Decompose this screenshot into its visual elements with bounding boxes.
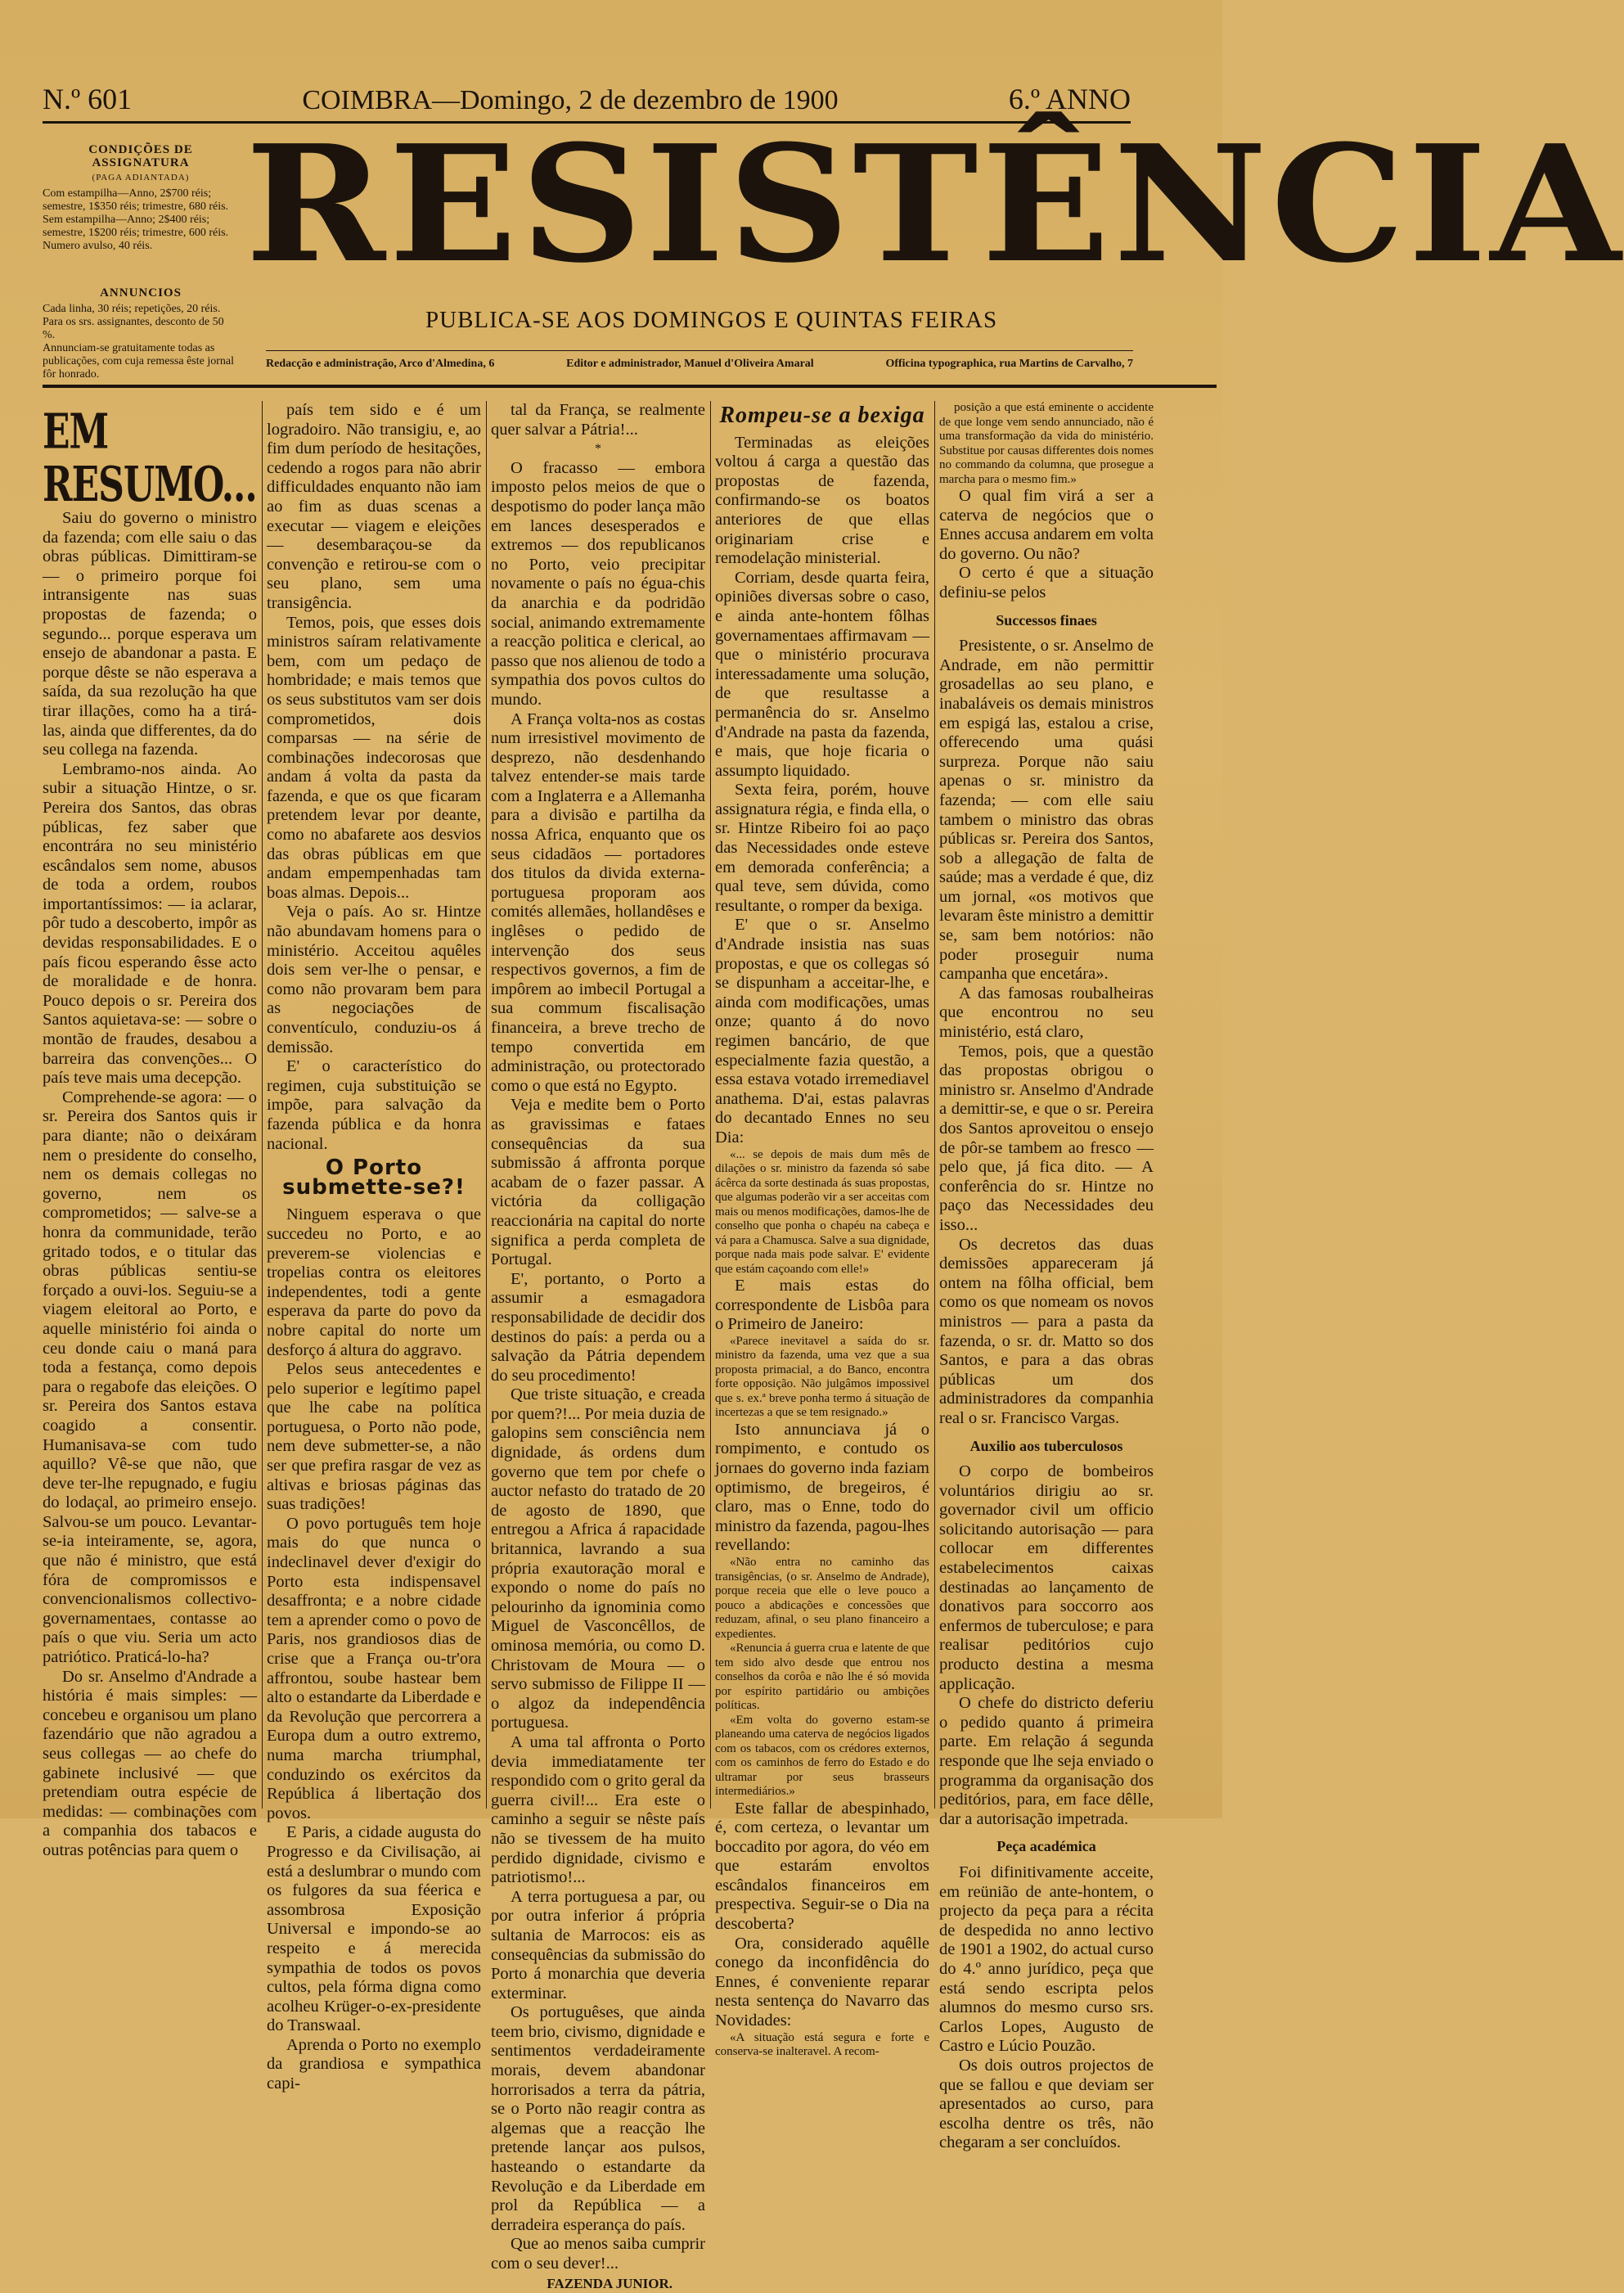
- quotation: [715, 1148, 929, 1277]
- column-divider: [934, 401, 935, 1809]
- place-date: COIMBRA—Domingo, 2 de dezembro de 1900: [302, 85, 839, 115]
- paragraph: Aprenda o Porto no exemplo da grandiosa e sympathica capi-: [267, 2035, 481, 2093]
- column-divider: [710, 401, 711, 1809]
- paragraph: E' que o sr. Anselmo d'Andrade insistia nas suas propostas, e que os collegas só se dispunham a acceitar-lhe, e ainda com modificações, umas onze; quanto á do novo regimen bancário, de que especialmente fazia questão, a essa estava votado irremediavel anathema. D'ai, estas palavras do decantado Ennes no seu Dia:: [715, 916, 929, 1146]
- conditions-line: Numero avulso, 40 réis.: [43, 240, 153, 252]
- paragraph: Os dois outros projectos de que se fallou e que deviam ser apresentados ao curso, para escolha dentre os três, não chegaram a ser concluídos.: [939, 2056, 1154, 2152]
- ads-line: Cada linha, 30 réis; repetições, 20 réis. Para os srs. assignantes, desconto de 50 %.: [43, 303, 224, 341]
- paragraph: Este fallar de abespinhado, é, com certeza, o levantar um boccadito por agora, do véo em que estarám envoltos escândalos financeiros em prespectiva. Seguir-se o Dia na descoberta?: [715, 1799, 929, 1934]
- paragraph: Isto annunciava já o rompimento, e contudo os jornaes do governo inda faziam optimismo, de bregeiros, é claro, mas o Enne, todo do ministro da fazenda, pagou-lhes revellando:: [715, 1420, 929, 1555]
- quote-text: posição a que está eminente o accidente de que longe vem sendo annunciado, não é uma transformação da vida do ministério. Substitue por causas differentes dois nomes no commando da columna, que prosegue a marcha para o mesmo fim.»: [939, 401, 1154, 486]
- quote-text: «Parece inevitavel a saída do sr. ministro da fazenda, uma vez que a sua proposta primacial, a do Banco, encontra forte opposição. Não julgâmos impossivel que s. ex.ª breve ponha termo á situação de incertezas a que se tem resignado.»: [715, 1334, 929, 1420]
- conditions-note: (PAGA ADIANTADA): [92, 173, 190, 182]
- article-title-peca: Peça académica: [996, 1838, 1096, 1855]
- paragraph: Temos, pois, que esses dois ministros saíram relativamente bem, com um pedaço de hombridade; e mais temos que os seus substitutos vam ser dois comprometidos, dois comparsas — na série de combinações indecorosas que andam á volta da pasta da fazenda, e que os que ficaram pretendem levar por deante, como no abafarete aos desvios das obras públicas em que andam empempenhadas tam boas almas. Depois...: [267, 613, 481, 902]
- column-divider: [486, 401, 487, 1809]
- paragraph: Ninguem esperava o que succedeu no Porto, e ao preverem-se violencias e tropelias contra os eleitores independentes, todi a gente esperava da parte do povo da nobre capital do norte um desforço á altura do aggravo.: [267, 1205, 481, 1359]
- paragraph: tal da França, se realmente quer salvar a Pátria!...: [491, 401, 705, 439]
- masthead-subtitle: PUBLICA-SE AOS DOMINGOS E QUINTAS FEIRAS: [425, 307, 998, 333]
- article-title-porto: O Porto submette-se?!: [282, 1156, 466, 1200]
- quotation: [715, 1335, 929, 1421]
- paragraph: O chefe do districto deferiu o pedido quanto á primeira parte. Em relação á segunda responde que lhe seja enviado o programma da organisação dos peditórios, para, em face dêlle, dar a autorisação impetrada.: [939, 1694, 1154, 1828]
- advertising-rates: [43, 286, 239, 381]
- quotation: [715, 1556, 929, 1800]
- issue-number: N.º 601: [43, 83, 133, 115]
- paragraph: Terminadas as eleições voltou á carga a questão das propostas de fazenda, confirmando-se os boatos anteriores de que ellas originariam crise e remodelação ministerial.: [715, 433, 929, 568]
- paragraph: E Paris, a cidade augusta do Progresso e da Civilisação, ai está a deslumbrar o mundo com os fulgores da sua féerica e assombrosa Exposição Universal e impondo-se ao respeito e á merecida sympathia de todos os povos cultos, pela fórma digna como acolheu Krüger-o-ex-presidente do Transwaal.: [267, 1823, 481, 2035]
- paragraph: Lembramo-nos ainda. Ao subir a situação Hintze, o sr. Pereira dos Santos, das obras públicas, fez saber que encontrára no seu ministério escândalos sem nome, abusos de toda a ordem, roubos importantíssimos: — ia aclarar, pôr tudo a descoberto, impôr as devidas responsabilidades. E o país ficou esperando êsse acto de moralidade e de honra. Pouco depois o sr. Pereira dos Santos aquietava-se: — sobre o montão de fraudes, desabou a barreira das convenções... O país teve mais uma decepção.: [43, 759, 257, 1088]
- paragraph: Que ao menos saiba cumprir com o seu dever!...: [491, 2235, 705, 2273]
- article-title-bexiga: Rompeu-se a bexiga: [719, 403, 925, 428]
- paragraph: Saiu do governo o ministro da fazenda; com elle saiu o das obras públicas. Dimittiram-se — o primeiro porque foi intransigente nas suas propostas de fazenda; o segundo... porque esperava um ensejo de abandonar a pasta. E porque dêste se não esperava a saída, da sua rezolução ha que tirar illações, como ha a tirá-las, ainda que differentes, da do seu collega na fazenda.: [43, 509, 257, 759]
- quotation: [715, 2031, 929, 2060]
- article-title-tuberculosos: Auxilio aos tuberculosos: [969, 1437, 1123, 1454]
- column-1: [43, 401, 257, 1859]
- paragraph: país tem sido e é um logradoiro. Não transigiu, e, ao fim dum período de hesitações, cedendo a rogos para não abrir difficuldades enquanto não iam ao fim as duas scenas a executar — viagem e eleições — desembaraçou-se da convenção e retirou-se com o seu plano, sem uma transigência.: [267, 401, 481, 612]
- quote-text: «Renuncia á guerra crua e latente de que tem sido alvo desde que entrou nos conselhos da corôa e não lhe é só movida por espírito partidário ou ambições políticas.: [715, 1642, 929, 1712]
- paragraph: Ora, considerado aquêlle conego da inconfidência do Ennes, é conveniente reparar nesta sentença do Navarro das Novidades:: [715, 1934, 929, 2030]
- ads-line: Annunciam-se gratuitamente todas as publicações, com cuja remessa êste jornal fôr honrado.: [43, 342, 235, 381]
- quote-text: «A situação está segura e forte e conserva-se inalteravel. A recom-: [715, 2030, 929, 2059]
- paragraph: E', portanto, o Porto a assumir a esmagadora responsabilidade de decidir dos destinos do país: a perda ou a salvação da Pátria dependem do seu procedimento!: [491, 1269, 705, 1385]
- paragraph: Temos, pois, que a questão das propostas obrigou o ministro sr. Anselmo d'Andrade a demittir-se, e que o sr. Pereira dos Santos aproveitou o ensejo de pôr-se tambem ao fresco — pelo que, já fica dito. — A conferência do sr. Hintze no paço das Necessidades deu isso...: [939, 1042, 1154, 1234]
- paragraph: E mais estas do correspondente de Lisbôa para o Primeiro de Janeiro:: [715, 1277, 929, 1334]
- paragraph: O povo português tem hoje mais do que nunca o indeclinavel dever d'exigir do Porto esta indispensavel desaffronta; e a nobre cidade tem a aprender como o povo de Paris, nos grandiosos dias de crise que a França ou-tr'ora affrontou, soube hastear bem alto o estandarte da Liberdade e da Revolução que percorrera a Europa dum a outro extremo, numa marcha triumphal, conduzindo os exércitos da República á libertação dos povos.: [267, 1514, 481, 1822]
- columns-top-rule: [43, 385, 1217, 388]
- address-editorial: Redacção e administração, Arco d'Almedina, 6: [266, 358, 495, 370]
- paragraph: A terra portuguesa a par, ou por outra inferior á própria sultania de Marrocos: eis as consequências da submissão do Porto á monarchia que deveria exterminar.: [491, 1887, 705, 2002]
- conditions-line: Sem estampilha—Anno; 2$400 réis; semestre, 1$200 réis; trimestre, 600 réis.: [43, 214, 229, 239]
- quote-text: «Em volta do governo estam-se planeando uma caterva de negócios ligados com os tabacos, com os crédores externos, com os caminhos de ferro do Estado e do ultramar por seus brasseurs intermediários.»: [715, 1713, 929, 1798]
- subscription-conditions: [43, 143, 239, 253]
- paragraph: Foi difinitivamente acceite, em reünião de ante-hontem, o projecto da peça para a récita de despedida no anno lectivo de 1901 a 1902, do actual curso do 4.º anno jurídico, peça que está sendo escripta pelos alumnos do mesmo curso srs. Carlos Lopes, Augusto de Castro e Lúcio Pouzão.: [939, 1863, 1154, 2056]
- quotation: [939, 401, 1154, 487]
- paragraph: O qual fim virá a ser a caterva de negócios que o Ennes accusa andarem em volta do governo. Ou não?: [939, 487, 1154, 563]
- paragraph: A das famosas roubalheiras que encontrou no seu ministério, está claro,: [939, 984, 1154, 1042]
- paragraph: Pelos seus antecedentes e pelo superior e legítimo papel que lhe cabe na política portuguesa, o Porto não pode, nem deve submetter-se, a não ser que prefira rasgar de vez as altivas e briosas páginas das suas tradições!: [267, 1360, 481, 1514]
- ads-title: ANNUNCIOS: [100, 286, 182, 300]
- address-printer: Officina typographica, rua Martins de Carvalho, 7: [885, 358, 1133, 370]
- article-title-em-resumo: EM RESUMO...: [43, 403, 257, 513]
- issue-year: 6.º ANNO: [1008, 83, 1131, 115]
- paragraph: A uma tal affronta o Porto devia immediatamente ter respondido com o grito geral da guerra civil!... Era este o caminho a seguir se nêste país não se tivessem de ha muito perdido dignidade, civismo e patriotismo!...: [491, 1732, 705, 1887]
- paragraph: Corriam, desde quarta feira, opiniões diversas sobre o caso, e ainda ante-hontem fôlhas governamentaes affirmavam — que o ministério procurava interessadamente uma solução, de que resultasse a permanência do sr. Anselmo d'Andrade na pasta da fazenda, e mais, que hoje ficaria o assumpto liquidado.: [715, 568, 929, 780]
- conditions-title: CONDIÇÕES DE ASSIGNATURA: [88, 143, 193, 169]
- paragraph: Comprehende-se agora: — o sr. Pereira dos Santos quis ir para diante; não o deixáram nem o presidente do conselho, nem os demais collegas no governo, nem os comprometidos; — salve-se a honra da communidade, terão gritado todos, e o titular das obras públicas sentiu-se forçado a ouvi-los. Seguiu-se a viagem eleitoral ao Porto, e aquelle ministério foi ainda o ceu donde caiu o maná para toda a festança, como depois para o regabofe das eleições. O sr. Pereira dos Santos estava coagido a consentir. Humanisava-se com tudo aquillo? Vê-se que não, que deve ter-lhe repugnado, e fugiu do lodaçal, ao primeiro ensejo. Salvou-se um pouco. Levantar-se-ia inteiramente, se, agora, que não é ministro, que está fóra de compromissos e convencionalismos collectivo-governamentaes, contasse ao país o que viu. Seria um acto patriótico. Praticá-lo-ha?: [43, 1088, 257, 1667]
- paragraph: Veja o país. Ao sr. Hintze não abundavam homens para o ministério. Acceitou aquêles dois sem ver-lhe o pensar, e como não provaram bem para as negociações de conventículo, conduziu-os á demissão.: [267, 903, 481, 1056]
- conditions-line: Com estampilha—Anno, 2$700 réis; semestre, 1$350 réis; trimestre, 680 réis.: [43, 187, 229, 213]
- paragraph: E' o característico do regimen, cuja substituição se impõe, para salvação da fazenda pública e da honra nacional.: [267, 1057, 481, 1153]
- paragraph: Presistente, o sr. Anselmo de Andrade, em não permittir grosadellas ao seu plano, e inabaláveis os demais ministros em espigá las, estalou a crise, offerecendo uma quási surpreza. Porque não saiu apenas o sr. ministro da fazenda; — com elle saiu tambem o ministro das obras públicas sr. Pereira dos Santos, sob a allegação de falta de saúde; mas a verdade é que, diz um jornal, «os motivos que levaram êste ministro a demittir se, sam bem notórios: não poder proseguir numa campanha que encetára».: [939, 637, 1154, 984]
- paragraph: Os portuguêses, que ainda teem brio, civismo, dignidade e sentimentos verdadeiramente morais, devem abandonar horrorisados a terra da pátria, se o Porto não reagir contra as algemas que a reacção lhe pretende lançar aos pulsos, hasteando o estandarte da Revolução e da Liberdade em prol da República — a derradeira esperança do país.: [491, 2003, 705, 2234]
- paragraph: O fracasso — embora imposto pelos meios de que o despotismo do poder lança mão em lances desesperados e extremos — dos republicanos no Porto, veio precipitar novamente o país no égua-chis da anarchia e da podridão social, animando extremamente a reacção politica e clerical, ao passo que nos alienou de todo a sympathia dos povos cultos do mundo.: [491, 458, 705, 709]
- paragraph: Os decretos das duas demissões appareceram já ontem na fôlha official, bem como os que nomeam os novos ministros — para a pasta da fazenda, o sr. dr. Matto so dos Santos, e para a das obras públicas um dos administradores da companhia real o sr. Francisco Vargas.: [939, 1235, 1154, 1427]
- column-2: [267, 401, 481, 2093]
- paragraph: O corpo de bombeiros voluntários dirigiu ao sr. governador civil um officio solicitando autorisação — para collocar em differentes estabelecimentos caixas destinadas ao lançamento de donativos para soccorro aos enfermos de tuberculose; e para realisar peditórios cujo producto destina a mesma applicação.: [939, 1462, 1154, 1693]
- paragraph: O certo é que a situação definiu-se pelos: [939, 564, 1154, 601]
- paragraph: Do sr. Anselmo d'Andrade a história é mais simples: — concebeu e organisou um plano fazendário que não agradou a seus collegas — ao chefe do gabinete inclusivé — que pretendiam outra espécie de medidas: — combinações com a companhia dos tabacos e outras potências para quem o: [43, 1667, 257, 1859]
- column-5: [939, 401, 1154, 2152]
- address-editor: Editor e administrador, Manuel d'Oliveira Amaral: [566, 358, 814, 370]
- paragraph: Sexta feira, porém, houve assignatura régia, e finda ella, o sr. Hintze Ribeiro foi ao paço das Necessidades onde esteve em demorada conferência; a qual teve, sem dúvida, como resultante, o romper da bexiga.: [715, 781, 929, 915]
- separator-star: *: [595, 442, 601, 457]
- quote-text: «Não entra no caminho das transigências, (o sr. Anselmo de Andrade), porque receia que elle o leve pouco a pouco a abdicações e concessões que reduzam, afinal, o seu plano financeiro a expedientes.: [715, 1556, 929, 1641]
- masthead-title: RESISTÊNCIA: [245, 110, 1624, 299]
- quote-text: «... se depois de mais dum mês de dilações o sr. ministro da fazenda só sabe ácêrca da sorte destinada ás suas propostas, que algumas poderão vir a ser acceitas com mais ou menos modificações, damos-lhe de conselho que ponha o chapéu na cabeça e vá para a Chamusca. Salve a sua dignidade, porque nada mais pode salvar. E' evidente que estám caçoando com elle!»: [715, 1147, 929, 1276]
- address-line: [266, 358, 1133, 371]
- paragraph: Que triste situação, e creada por quem?!... Por meia duzia de galopins sem consciência nem dignidade, ás ordens dum governo que tem por chefe o auctor nefasto do tratado de 20 de agosto de 1890, que entregou a Africa á rapacidade britannica, lavrando a sua própria exautoração moral e expondo o nome do país no pelourinho da ignominia como Miguel de Vasconcêllos, de ominosa memória, ou como D. Christovam de Moura — o servo submisso de Filippe II — o algoz da independência portuguesa.: [491, 1385, 705, 1732]
- column-3: [491, 401, 705, 2291]
- paragraph: A França volta-nos as costas num irresistivel movimento de desprezo, não desdenhando talvez entender-se mais tarde com a Inglaterra e a Allemanha para a divisão e partilha da nossa Africa, enquanto que os seus cidadãos — portadores dos titulos da divida externa-portuguesa proporam aos comités allemães, hollandêses e inglêses o pedido de intervenção dos seus respectivos governos, a fim de impôrem ao imbecil Portugal a sua commum fiscalisação financeira, a breve trecho de tempo convertida em administração, ou protectorado como o que está no Egypto.: [491, 710, 705, 1095]
- paragraph: Veja e medite bem o Porto as gravissimas e fataes consequências da sua submissão á affronta porque acabam de o fazer passar. A victória da colligação reaccionária na capital do norte significa a perda completa de Portugal.: [491, 1096, 705, 1269]
- column-divider: [262, 401, 263, 1809]
- column-4: [715, 401, 929, 2059]
- address-rule-top: [266, 350, 1133, 351]
- signature: FAZENDA JUNIOR.: [547, 2275, 673, 2291]
- subheading-successos: Successos finaes: [996, 611, 1097, 628]
